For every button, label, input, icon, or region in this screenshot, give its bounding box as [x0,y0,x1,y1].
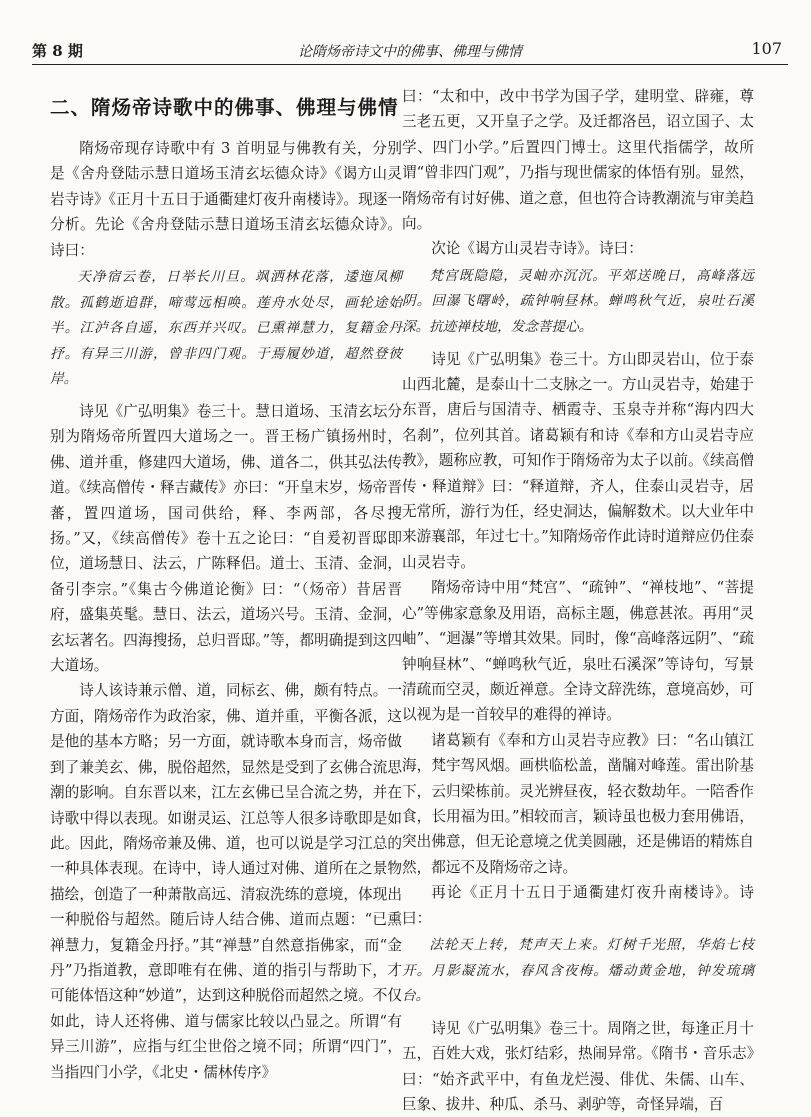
paragraph: 诗见《广弘明集》卷三十。慧日道场、玉清玄坛分别为隋炀帝所置四大道场之一。晋王杨广镇扬州时，佛、道并重，修建四大道场，佛、道各二，供其弘法传道。《续高僧传・释吉藏传》亦曰：“开皇末岁，炀帝晋蕃，置四道场，国司供给，释、李两部，各尽搜扬。”又，《续高僧传》卷十五之论曰：“自爰初晋邸即位，道场慧日、法云，广陈释侣。道士、玉清、金洞，备引李宗。”《集古今佛道论衡》曰：“（炀帝）昔居晋府，盛集英髦。慧日、法云，道场兴号。玉清、金洞，玄坛著名。四海搜扬，总归晋邸。”等，都明确提到这四大道场。 [50,403,402,675]
paragraph: 再论《正月十五日于通衢建灯夜升南楼诗》。诗曰： [402,884,754,927]
paragraph: 诗人该诗兼示僧、道，同标玄、佛，颇有特点。一方面，隋炀帝作为政治家，佛、道并重，平衡各派，这是他的基本方略；另一方面，就诗歌本身而言，炀帝做到了兼美玄、佛，脱俗超然，显然是受到了玄佛合流思潮的影响。自东晋以来，江左玄佛已呈合流之势，并在诗歌中得以表现。如谢灵运、江总等人很多诗歌即是如此。因此，隋炀帝兼及佛、道，也可以说是学习江总的一种具体表现。在诗中，诗人通过对佛、道所在之景物描绘，创造了一种萧散高远、清寂洗练的意境，体现出一种脱俗与超然。随后诗人结合佛、道而点题：“已熏禅慧力，复籍金丹抒。”其“禅慧”自然意指佛家，而“金丹”乃指道教，意即唯有在佛、道的指引与帮助下，才可能体悟这种“妙道”，达到这种脱俗而超然之境。不仅如此，诗人还将佛、道与儒家比较以凸显之。所谓“有异三川游”，应指与红尘世俗之境不同；所谓“四门”，当指四门小学，《北史・儒林传序》 [50,682,402,1081]
poem-quote: 梵宫既隐隐，灵岫亦沉沉。平郊送晚日，高峰落远阴。回瀑飞曙岭，疏钟响昼林。蝉鸣秋气近，泉吐石溪深。抗迹禅枝地，发念菩提心。 [402,267,754,336]
paragraph: 诸葛颖有《奉和方山灵岩寺应教》曰：“名山镇江海，梵宇驾风烟。画栱临松盖，凿牖对峰莲。雷出阶基下，云归梁栋前。灵光辨昼夜，轻衣数劫年。一陪香作食，长用福为田。”相较而言，颖诗虽也极力套用佛语，突出佛意，但无论意境之优美圆融，还是佛语的精炼自然，都远不及隋炀帝之诗。 [402,731,754,876]
paragraph: 诗见《广弘明集》卷三十。周隋之世，每逢正月十五，百姓大戏，张灯结彩，热闹异常。《隋书・音乐志》曰：“始齐武平中，有鱼龙烂漫、俳优、朱儒、山车、巨象、拔井、种瓜、杀马、剥驴等，奇怪异端，百 [402,1019,754,1113]
issue-number: 第 8 期 [32,42,83,60]
left-column [50,84,402,1085]
paragraph: 次论《谒方山灵岩寺诗》。诗曰： [431,240,643,258]
paragraph: 曰：“太和中，改中书学为国子学，建明堂、辟雍，尊三老五更，又开皇子之学。及迁都洛邑，诏立国子、太学、四门小学。”后置四门博士。这里代指儒学，故所谓“曾非四门观”，乃指与现世儒家的体悟有别。显然，隋炀帝有讨好佛、道之意，但也符合诗教潮流与审美趋向。 [402,88,754,233]
paragraph: 诗见《广弘明集》卷三十。方山即灵岩山，位于泰山西北麓，是泰山十二支脉之一。方山灵岩寺，始建于东晋，唐后与国清寺、栖霞寺、玉泉寺并称“海内四大名刹”，位列其首。诸葛颖有和诗《奉和方山灵岩寺应教》，题称应教，可知作于隋炀帝为太子以前。《续高僧传・释道辩》曰：“释道辩，齐人，住泰山灵岩寺，居无常所，游行为任，经史洞达，偏解数术。以大业年中来游襄部，年过七十。”知隋炀帝作此诗时道辩应仍住泰山灵岩寺。 [402,350,754,571]
right-column [402,84,754,1117]
paragraph: 隋炀帝诗中用“梵宫”、“疏钟”、“禅枝地”、“菩提心”等佛家意象及用语，高标主题，佛意甚浓。再用“灵岫”、“迴瀑”等增其效果。同时，像“高峰落远阴”、“疏钟响昼林”、“蝉鸣秋气近，泉吐石溪深”等诗句，写景清疏而空灵，颇近禅意。全诗文辞洗练，意境高妙，可以视为是一首较早的难得的禅诗。 [402,579,754,724]
page-number: 107 [751,39,782,58]
section-heading: 二、隋炀帝诗歌中的佛事、佛理与佛情 [50,96,399,119]
running-title: 论隋炀帝诗文中的佛事、佛理与佛情 [298,44,522,60]
poem-quote: 天净宿云卷，日举长川旦。飒洒林花落，逶迤凤柳散。孤鹤逝追群，啼莺远相唤。莲舟水处尽，画轮途始半。江泸各自遥，东西并兴叹。已熏禅慧力，复籍金丹抒。有异三川游，曾非四门观。于焉履妙道，超然登彼岸。 [50,269,402,388]
paragraph: 隋炀帝现存诗歌中有 3 首明显与佛教有关，分别是《舍舟登陆示慧日道场玉清玄坛德众诗》《谒方山灵岩寺诗》《正月十五日于通衢建灯夜升南楼诗》。现逐一分析。先论《舍舟登陆示慧日道场玉清玄坛德众诗》。诗曰： [50,140,402,259]
page-header [32,38,788,65]
poem-quote: 法轮天上转，梵声天上来。灯树千光照，华焰七枝开。月影凝流水，春风含夜梅。燔动黄金地，钟发琉璃台。 [402,936,754,1005]
